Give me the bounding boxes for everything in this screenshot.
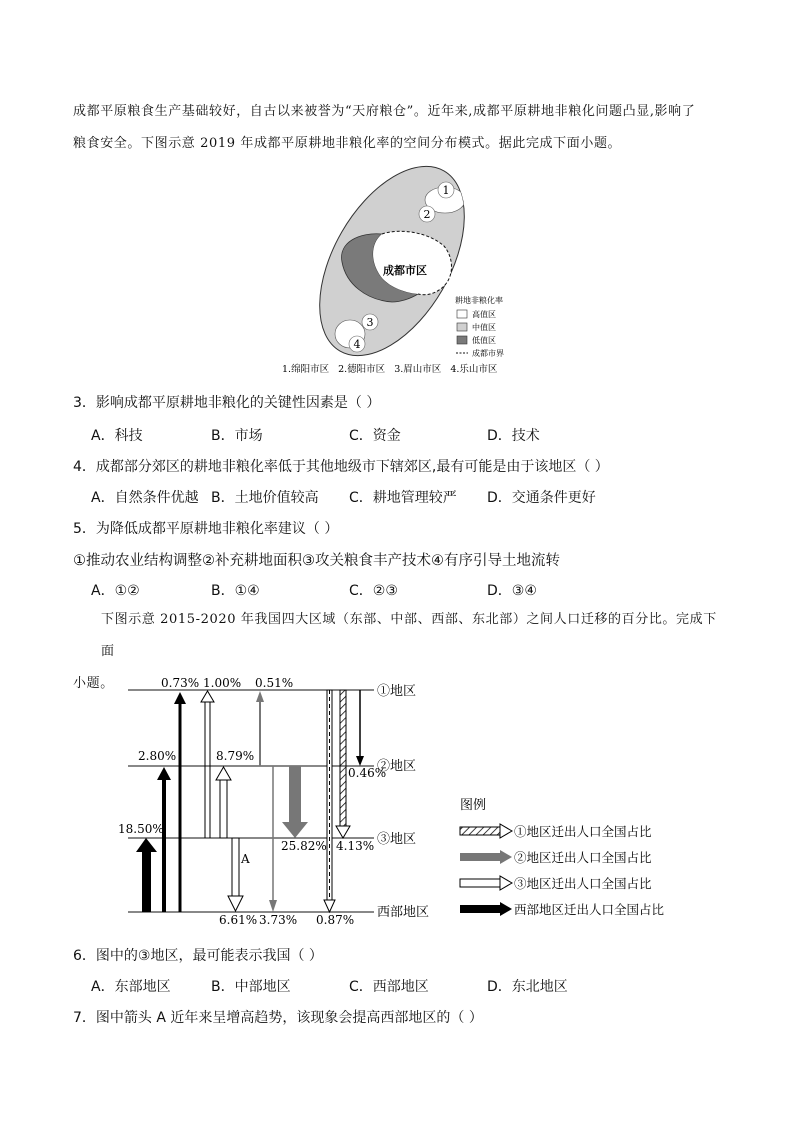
value-label: 0.73% bbox=[161, 676, 200, 690]
intro-line: 粮食安全。下图示意 2019 年成都平原耕地非粮化率的空间分布模式。据此完成下面小题。 bbox=[73, 136, 622, 151]
region1-to-region2-arrow bbox=[356, 756, 364, 766]
value-label: 2.80% bbox=[138, 749, 177, 763]
q6-option-a[interactable]: A．东部地区 bbox=[91, 979, 171, 995]
legend-west: 西部地区迁出人口全国占比 bbox=[514, 902, 665, 917]
chengdu-map-figure bbox=[250, 162, 540, 380]
value-label: 1.00% bbox=[203, 676, 242, 690]
legend-boundary: 成都市界 bbox=[472, 349, 504, 358]
q3-option-a[interactable]: A．科技 bbox=[91, 428, 143, 444]
legend-region1: ①地区迁出人口全国占比 bbox=[514, 824, 652, 839]
question-3-stem: 3．影响成都平原耕地非粮化的关键性因素是（ ） bbox=[73, 395, 381, 411]
intro-line: 成都平原粮食生产基础较好，自古以来被誉为“天府粮仓”。近年来,成都平原耕地非粮化问题凸显,影响了 bbox=[73, 104, 696, 119]
zone-1-label: 1 bbox=[442, 184, 450, 197]
region2-to-west-arrow bbox=[269, 900, 277, 912]
region1-to-region3-arrow bbox=[336, 826, 350, 838]
value-label: 3.73% bbox=[259, 913, 298, 927]
migration-legend-title: 图例 bbox=[460, 798, 487, 813]
question-5-statements: ①推动农业结构调整②补充耕地面积③攻关粮食丰产技术④有序引导土地流转 bbox=[73, 553, 560, 569]
region3-to-region2-arrow bbox=[216, 767, 231, 780]
region3-to-region1-arrow bbox=[201, 691, 214, 702]
region2-to-region1-arrow bbox=[256, 691, 264, 702]
question-7-stem: 7．图中箭头 A 近年来呈增高趋势，该现象会提高西部地区的（ ） bbox=[73, 1010, 483, 1026]
city-label: 成都市区 bbox=[383, 264, 427, 277]
q6-option-c[interactable]: C．西部地区 bbox=[349, 979, 429, 995]
zone-3-label: 3 bbox=[366, 316, 374, 329]
value-label: 8.79% bbox=[216, 749, 255, 763]
question-4-stem: 4．成都部分郊区的耕地非粮化率低于其他地级市下辖郊区,最有可能是由于该地区（ ） bbox=[73, 459, 609, 475]
intro-line: 小题。 bbox=[73, 676, 114, 691]
west-to-region2-arrow bbox=[157, 767, 171, 780]
q5-option-d[interactable]: D．③④ bbox=[487, 583, 537, 599]
value-label: 0.87% bbox=[316, 913, 355, 927]
intro-line: 下图示意 2015-2020 年我国四大区域（东部、中部、西部、东北部）之间人口迁移的百分比。完成下面 bbox=[101, 612, 717, 659]
west-to-region1-arrow bbox=[174, 692, 186, 704]
value-label: 0.51% bbox=[255, 676, 294, 690]
q4-option-c[interactable]: C．耕地管理较严 bbox=[349, 490, 457, 506]
value-label: 0.46% bbox=[348, 766, 387, 780]
q3-option-c[interactable]: C．资金 bbox=[349, 428, 401, 444]
q5-option-c[interactable]: C．②③ bbox=[349, 583, 398, 599]
region2-to-region3-arrow bbox=[282, 822, 308, 838]
legend-region2: ②地区迁出人口全国占比 bbox=[514, 850, 652, 865]
arrow-a-label: A bbox=[241, 852, 250, 866]
q3-option-b[interactable]: B．市场 bbox=[211, 428, 263, 444]
zone-2-label: 2 bbox=[423, 208, 431, 221]
q5-option-b[interactable]: B．①④ bbox=[211, 583, 260, 599]
map-caption: 1.绵阳市区 2.德阳市区 3.眉山市区 4.乐山市区 bbox=[282, 364, 498, 375]
migration-figure bbox=[110, 670, 690, 932]
value-label: 6.61% bbox=[219, 913, 258, 927]
legend-region3: ③地区迁出人口全国占比 bbox=[514, 876, 652, 891]
question-5-stem: 5．为降低成都平原耕地非粮化率建议（ ） bbox=[73, 521, 339, 537]
zone-4-label: 4 bbox=[353, 338, 361, 351]
legend-low: 低值区 bbox=[472, 336, 496, 345]
region-west-label: 西部地区 bbox=[377, 905, 430, 920]
q3-option-d[interactable]: D．技术 bbox=[487, 428, 540, 444]
region-1-label: ①地区 bbox=[377, 684, 417, 699]
region-2-label: ②地区 bbox=[377, 759, 417, 774]
q6-option-d[interactable]: D．东北地区 bbox=[487, 979, 568, 995]
arrow-a bbox=[228, 896, 243, 911]
west-to-region3-arrow bbox=[136, 838, 157, 852]
region-3-label: ③地区 bbox=[377, 832, 417, 847]
q5-option-a[interactable]: A．①② bbox=[91, 583, 140, 599]
value-label: 25.82% bbox=[281, 839, 327, 853]
question-6-stem: 6．图中的③地区，最可能表示我国（ ） bbox=[73, 948, 323, 964]
region1-to-west-arrow bbox=[324, 900, 335, 912]
q4-option-b[interactable]: B．土地价值较高 bbox=[211, 490, 319, 506]
q4-option-d[interactable]: D．交通条件更好 bbox=[487, 490, 596, 506]
legend-high: 高值区 bbox=[472, 310, 496, 319]
map-legend-title: 耕地非粮化率 bbox=[455, 296, 503, 305]
legend-mid: 中值区 bbox=[472, 323, 496, 332]
intro-paragraph-1 bbox=[73, 96, 723, 160]
value-label: 18.50% bbox=[118, 822, 164, 836]
q6-option-b[interactable]: B．中部地区 bbox=[211, 979, 291, 995]
q4-option-a[interactable]: A．自然条件优越 bbox=[91, 490, 199, 506]
value-label: 4.13% bbox=[336, 839, 375, 853]
